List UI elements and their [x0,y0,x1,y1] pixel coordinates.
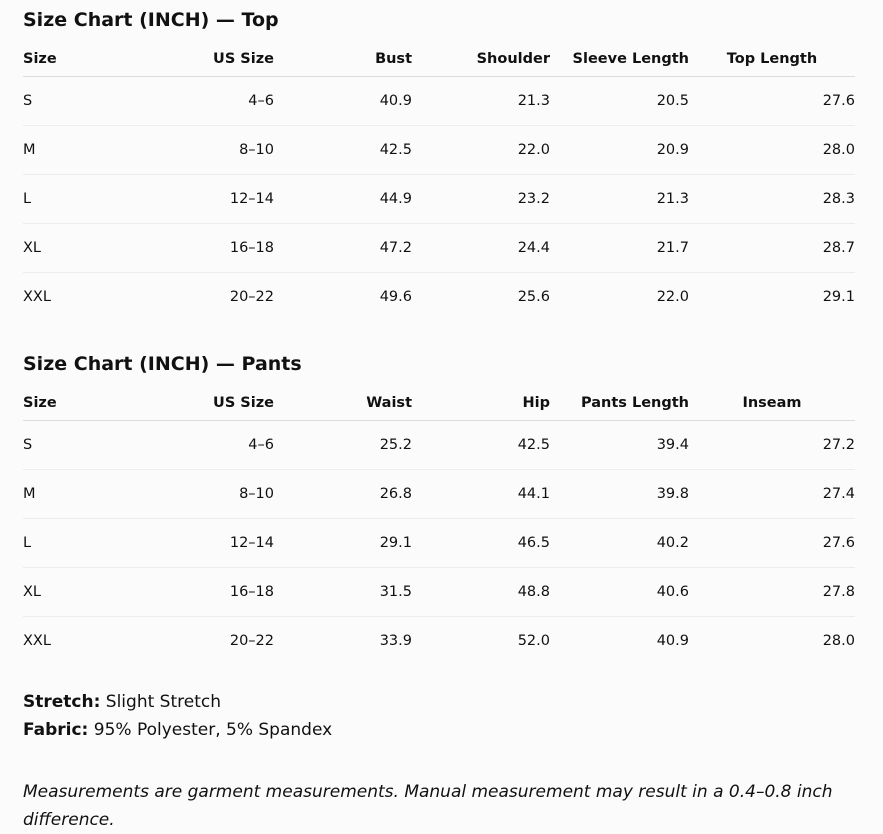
column-header-size: Size [23,42,127,77]
table-row [23,126,855,175]
inseam-cell: 27.2 [689,421,855,470]
column-header-sleeve-length: Sleeve Length [550,42,689,77]
sleeve-length-cell: 20.9 [550,126,689,175]
waist-cell: 25.2 [274,421,412,470]
bust-cell: 42.5 [274,126,412,175]
inseam-cell: 27.8 [689,568,855,617]
inseam-cell: 28.0 [822,633,855,649]
inseam-cell: 27.4 [689,470,855,519]
pants-size-table [23,386,855,665]
size-cell: S [23,421,127,470]
size-cell: L [23,175,127,224]
size-cell: S [23,77,127,126]
waist-cell: 26.8 [274,470,412,519]
size-cell: XXL [23,633,51,649]
hip-cell: 44.1 [412,470,550,519]
bust-cell: 40.9 [274,77,412,126]
measurement-disclaimer: Measurements are garment measurements. Manual measurement may result in a 0.4–0.8 inch difference. [23,782,833,830]
bust-cell: 49.6 [379,289,412,305]
size-cell: XXL [23,289,51,305]
table-row [23,224,855,273]
sleeve-length-cell: 22.0 [656,289,689,305]
bust-cell: 44.9 [274,175,412,224]
us-size-cell: 12–14 [127,519,274,568]
column-header-inseam: Inseam [689,386,855,421]
table-row [23,470,855,519]
size-cell: M [23,126,127,175]
column-header-us-size: US Size [127,386,274,421]
shoulder-cell: 22.0 [412,126,550,175]
top-length-cell: 27.6 [689,77,855,126]
hip-cell: 48.8 [412,568,550,617]
shoulder-cell: 21.3 [412,77,550,126]
table-row [23,273,855,322]
pants-size-chart-title: Size Chart (INCH) — Pants [23,353,302,375]
top-size-chart-title: Size Chart (INCH) — Top [23,9,279,31]
top-length-cell: 28.0 [689,126,855,175]
us-size-cell: 12–14 [127,175,274,224]
size-cell: XL [23,224,127,273]
sleeve-length-cell: 20.5 [550,77,689,126]
top-length-cell: 28.3 [689,175,855,224]
hip-cell: 46.5 [412,519,550,568]
column-header-shoulder: Shoulder [412,42,550,77]
table-row [23,421,855,470]
top-length-cell: 28.7 [689,224,855,273]
size-cell: L [23,519,127,568]
us-size-cell: 20–22 [229,289,274,305]
us-size-cell: 16–18 [127,224,274,273]
size-cell: M [23,470,127,519]
fabric-details [23,688,332,744]
shoulder-cell: 23.2 [412,175,550,224]
us-size-cell: 20–22 [229,633,274,649]
pants-length-cell: 40.6 [550,568,689,617]
column-header-bust: Bust [274,42,412,77]
us-size-cell: 16–18 [127,568,274,617]
stretch-label: Stretch: [23,692,101,712]
us-size-cell: 4–6 [127,77,274,126]
table-row [23,519,855,568]
hip-cell: 52.0 [517,633,550,649]
column-header-waist: Waist [274,386,412,421]
us-size-cell: 8–10 [127,126,274,175]
fabric-value: 95% Polyester, 5% Spandex [93,720,333,740]
column-header-size: Size [23,386,127,421]
waist-cell: 33.9 [379,633,412,649]
top-size-table [23,42,855,321]
pants-length-cell: 39.8 [550,470,689,519]
sleeve-length-cell: 21.3 [550,175,689,224]
table-header-row [23,386,855,421]
column-header-pants-length: Pants Length [550,386,689,421]
top-length-cell: 29.1 [822,289,855,305]
hip-cell: 42.5 [412,421,550,470]
waist-cell: 31.5 [274,568,412,617]
size-cell: XL [23,568,127,617]
table-header-row [23,42,855,77]
us-size-cell: 4–6 [127,421,274,470]
table-row [23,617,855,666]
table-row [23,568,855,617]
table-row [23,77,855,126]
pants-length-cell: 40.2 [550,519,689,568]
fabric-label: Fabric: [23,720,89,740]
shoulder-cell: 24.4 [412,224,550,273]
sleeve-length-cell: 21.7 [550,224,689,273]
column-header-us-size: US Size [127,42,274,77]
stretch-line [23,688,332,716]
column-header-top-length: Top Length [689,42,855,77]
shoulder-cell: 25.6 [517,289,550,305]
pants-length-cell: 39.4 [550,421,689,470]
inseam-cell: 27.6 [689,519,855,568]
fabric-line [23,716,332,744]
waist-cell: 29.1 [274,519,412,568]
pants-length-cell: 40.9 [656,633,689,649]
stretch-value: Slight Stretch [105,692,221,712]
us-size-cell: 8–10 [127,470,274,519]
bust-cell: 47.2 [274,224,412,273]
table-row [23,175,855,224]
column-header-hip: Hip [412,386,550,421]
